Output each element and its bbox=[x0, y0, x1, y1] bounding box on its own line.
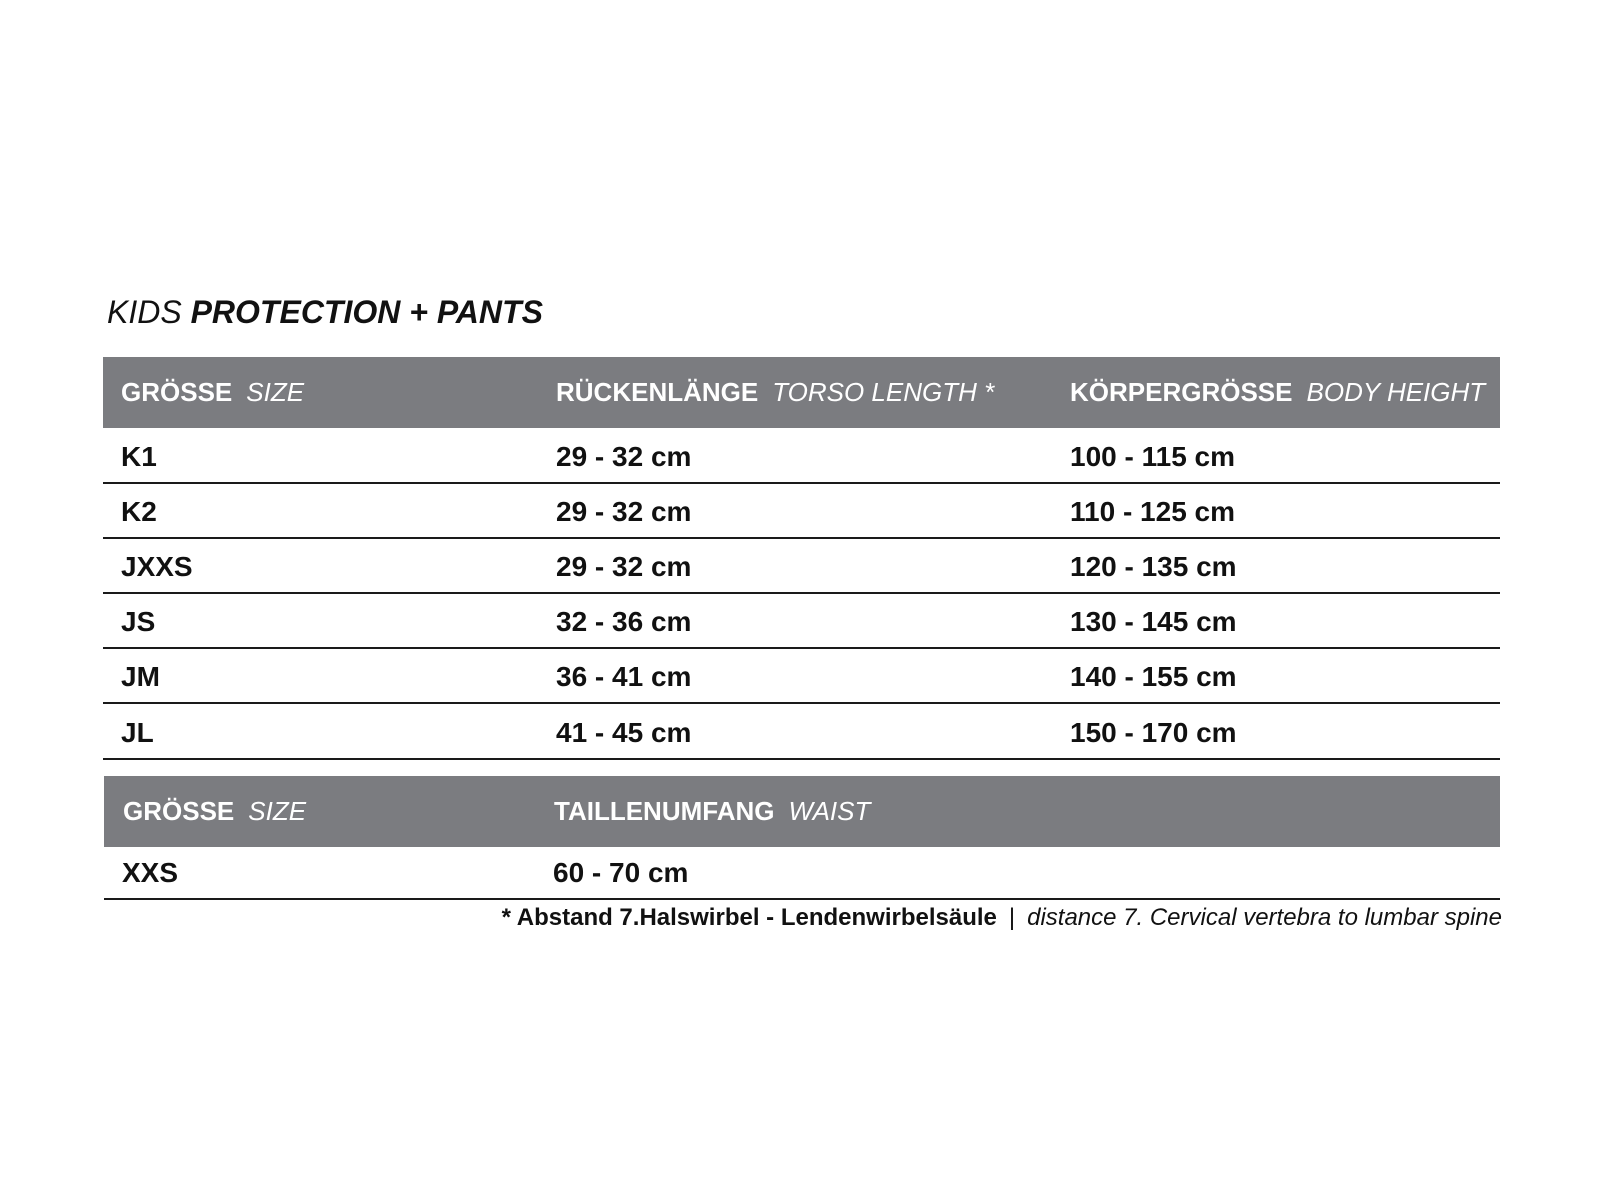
height-cell: 130 - 145 cm bbox=[1070, 606, 1237, 637]
table-row bbox=[103, 484, 1500, 539]
footnote-de: * Abstand 7.Halswirbel - Lendenwirbelsäule bbox=[501, 904, 997, 931]
table1-header bbox=[103, 357, 1500, 428]
torso-cell: 41 - 45 cm bbox=[556, 717, 692, 748]
height-cell: 110 - 125 cm bbox=[1070, 496, 1236, 527]
footnote-en: distance 7. Cervical vertebra to lumbar spine bbox=[1027, 904, 1502, 931]
table-row bbox=[103, 594, 1500, 649]
title-bold: PROTECTION + PANTS bbox=[190, 294, 543, 330]
table-row bbox=[103, 539, 1500, 594]
height-cell: 120 - 135 cm bbox=[1070, 551, 1237, 582]
height-cell: 140 - 155 cm bbox=[1070, 661, 1237, 692]
table-row bbox=[103, 705, 1500, 760]
size-cell: K1 bbox=[121, 441, 157, 472]
header-torso-length: RÜCKENLÄNGE TORSO LENGTH * bbox=[556, 377, 995, 407]
torso-cell: 29 - 32 cm bbox=[556, 496, 692, 527]
size-cell: JXXS bbox=[121, 551, 193, 582]
table-row bbox=[104, 847, 1500, 900]
footnote-separator: | bbox=[1008, 904, 1016, 931]
header-size: GRÖSSE SIZE bbox=[121, 377, 305, 407]
title-light: KIDS bbox=[107, 294, 182, 330]
torso-cell: 32 - 36 cm bbox=[556, 606, 692, 637]
size-cell: JL bbox=[121, 717, 154, 748]
waist-cell: 60 - 70 cm bbox=[553, 857, 689, 888]
size-cell: JM bbox=[121, 661, 160, 692]
height-cell: 150 - 170 cm bbox=[1070, 717, 1237, 748]
footnote bbox=[502, 902, 1502, 934]
size-cell: XXS bbox=[122, 857, 179, 888]
torso-cell: 36 - 41 cm bbox=[556, 661, 692, 692]
size-cell: JS bbox=[121, 606, 156, 637]
size-cell: K2 bbox=[121, 496, 157, 527]
chart-title bbox=[107, 292, 543, 332]
torso-cell: 29 - 32 cm bbox=[556, 551, 692, 582]
table2-header bbox=[104, 776, 1500, 847]
header-body-height: KÖRPERGRÖSSE BODY HEIGHT bbox=[1070, 377, 1486, 407]
table-row bbox=[103, 429, 1500, 484]
table-row bbox=[103, 649, 1500, 704]
height-cell: 100 - 115 cm bbox=[1070, 441, 1236, 472]
torso-cell: 29 - 32 cm bbox=[556, 441, 692, 472]
header-waist: TAILLENUMFANG WAIST bbox=[554, 796, 871, 826]
header-size: GRÖSSE SIZE bbox=[123, 796, 307, 826]
